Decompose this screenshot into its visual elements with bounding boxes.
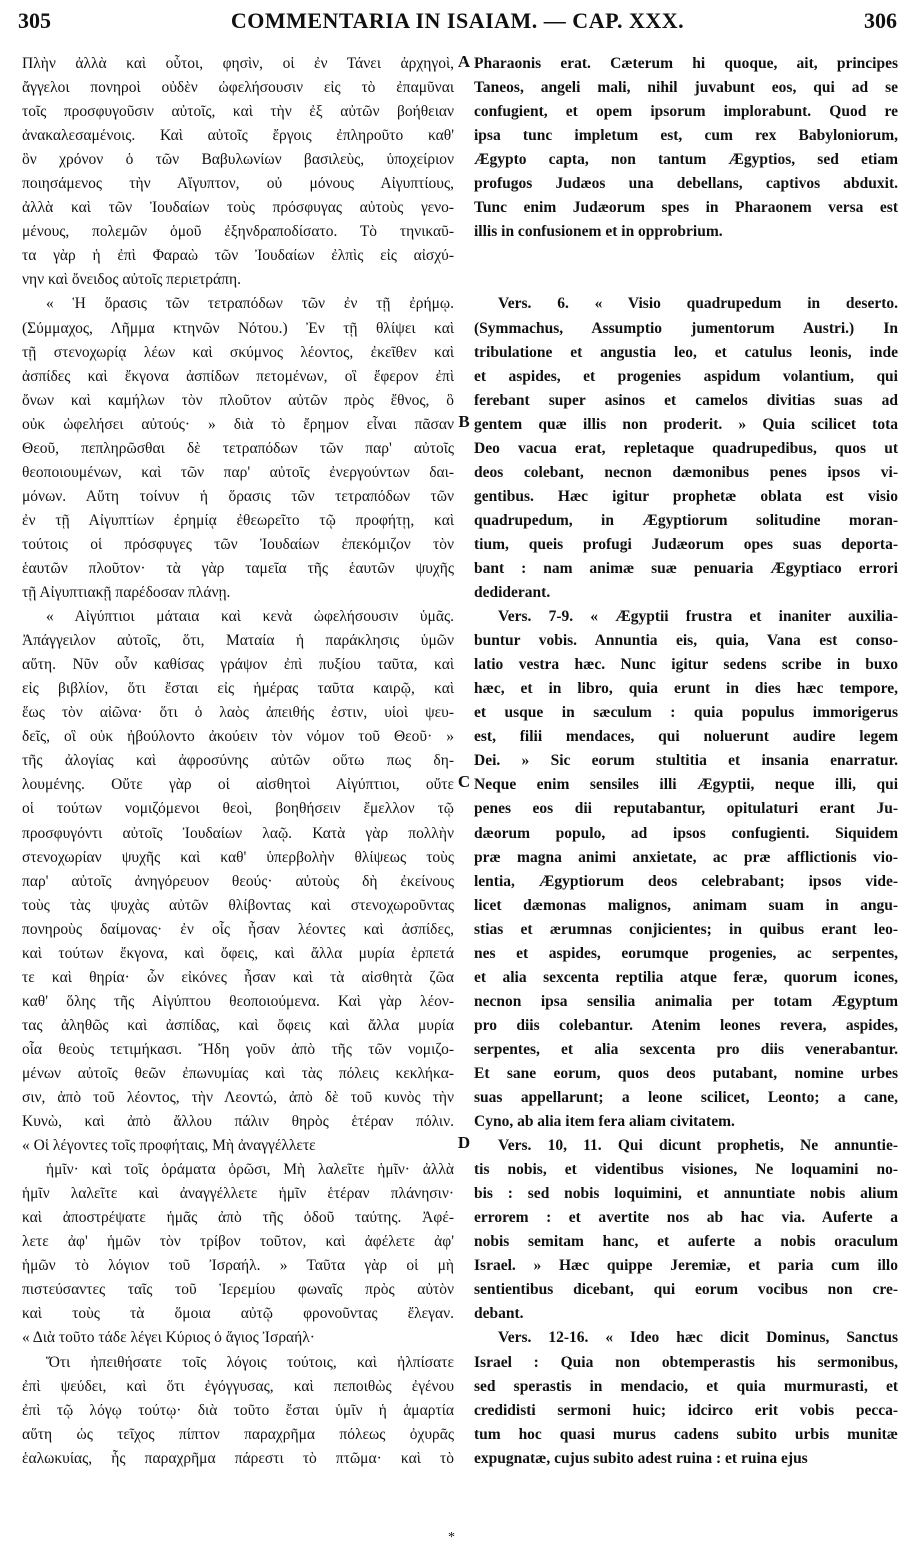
margin-marker-b: B [458, 412, 470, 431]
text-line: Ἀπάγγειλον αὐτοῖς, ὅτι, Ματαία ἡ παράκλησις ὑμῶν [22, 632, 454, 650]
text-line: (Σύμμαχος, Λῆμμα κτηνῶν Νότου.) Ἐν τῇ θλίψει καὶ [22, 319, 454, 337]
text-line: πιστεύσαντες ταῖς τοῦ Ἱερεμίου φωναῖς πρὸς αὐτὸν [22, 1281, 454, 1299]
text-line: præ magna animi anxietate, ac præ afflictionis vio- [474, 848, 898, 866]
text-line: ἡμῶν τὸ λόγιον τοῦ Ἰσραήλ. » Ταῦτα γὰρ οἱ μὴ [22, 1257, 454, 1275]
text-line: θεοποιουμένων, καὶ τῶν παρ' αὐτοῖς ἐνεργούντων δαι- [22, 463, 454, 481]
page-number-left: 305 [18, 8, 51, 33]
text-line: δεῖς, οἳ οὐκ ἠβούλοντο ἀκούειν τὸν νόμον τοῦ Θεοῦ· » [22, 728, 454, 746]
text-line: et alia sexcenta reptilia atque feræ, quorum icones, [474, 968, 898, 986]
text-line: ἡμῖν· καὶ τοῖς ὁράματα ὁρῶσι, Μὴ λαλεῖτε ἡμῖν· ἀλλὰ [46, 1161, 454, 1179]
text-line: καὶ τοὺς τὰ ὅμοια αὐτῷ φρονοῦντας ἔλεγαν. [22, 1305, 454, 1323]
text-line: lentia, Ægyptiorum deos celebrabant; ipsos vide- [474, 872, 898, 890]
text-line: Ὅτι ἠπειθήσατε τοῖς λόγοις τούτοις, καὶ ἠλπίσατε [46, 1353, 454, 1371]
text-line: μένους, πολεμῶν ὁμοῦ ἐξηνδραποδίσατο. Τὸ τηνικαῦ- [22, 223, 454, 241]
running-title: COMMENTARIA IN ISAIAM. — CAP. XXX. [230, 8, 685, 33]
text-line: tribulatione et angustia leo, et catulus leonis, inde [474, 343, 898, 361]
text-line: Θεοῦ, πεπληρῶσθαι δὲ τετραπόδων τῶν παρ' αὐτοῖς [22, 439, 454, 457]
text-line: nobis semitam hanc, et auferte a nobis oraculum [474, 1233, 898, 1251]
text-line: ἐπὶ ψεύδει, καὶ ὅτι ἐγόγγυσας, καὶ πεποιθὼς ἐγένου [22, 1377, 454, 1395]
text-line: ἐπὶ τῷ λόγῳ τούτῳ· διὰ τοῦτο ἔσται ὑμῖν ἡ ἁμαρτία [22, 1401, 454, 1419]
text-line: καθ' ὅλης τῆς Αἰγύπτου θεοποιούμενα. Καὶ γὰρ λέον- [22, 992, 454, 1010]
text-line: ipsa tunc impletum est, cum rex Babyloniorum, [474, 127, 898, 145]
text-line: Vers. 7-9. « Ægyptii frustra et inaniter auxilia- [498, 608, 898, 626]
text-line: debant. [474, 1305, 524, 1323]
text-line: μόνων. Αὕτη τοίνυν ἡ ὅρασις τῶν τετραπόδων τῶν [22, 487, 454, 505]
page-header [18, 8, 897, 42]
greek-column [22, 52, 454, 1471]
text-line: τῇ Αἰγυπτιακῇ παρέδοσαν πλάνῃ. [22, 584, 231, 602]
text-line: τῆς ἀλογίας καὶ ἀφροσύνης αὐτῶν οὕτω πως δη- [22, 752, 454, 770]
text-line: τοῖς προσφυγοῦσιν αὐτοῖς, καὶ τὴν ἐξ αὐτῶν βοήθειαν [22, 103, 454, 121]
text-line: hæc, et in libro, quia erunt in dies hæc tempore, [474, 680, 898, 698]
text-line: ἀνακαλεσαμένοις. Καὶ αὐτοῖς ἔργοις ἐπληροῦτο καθ' [22, 127, 454, 145]
margin-marker-d: D [457, 1133, 471, 1152]
text-line: « Ἡ ὅρασις τῶν τετραπόδων τῶν ἐν τῇ ἐρήμῳ. [46, 295, 454, 313]
text-line: Israel : Quia non obtemperastis his sermonibus, [474, 1353, 898, 1371]
text-line: αὕτη. Νῦν οὖν καθίσας γράψον ἐπὶ πυξίου ταῦτα, καὶ [22, 656, 454, 674]
text-line: Cyno, ab alia item fera aliam civitatem. [474, 1113, 735, 1131]
text-line: Vers. 12-16. « Ideo hæc dicit Dominus, Sanctus [498, 1329, 898, 1347]
text-line: ferebant super asinos et camelos divitias suas ad [474, 391, 898, 409]
text-line: οὐκ ὠφελήσει αὐτούς· » διὰ τὸ ἔρημον εἶναι πᾶσαν [22, 415, 454, 433]
page-number-right: 306 [864, 8, 897, 33]
text-line: et usque in sæculum : quia populus immorigerus [474, 704, 898, 722]
blank-line [474, 244, 898, 268]
text-line: expugnatæ, cujus subito adest ruina : et ruina ejus [474, 1449, 808, 1467]
text-line: dæorum populo, ad ipsos confugienti. Siquidem [474, 824, 898, 842]
text-line: bis : sed nobis loquimini, et annuntiate nobis alium [474, 1185, 898, 1203]
text-line: λουμένης. Οὔτε γὰρ οἱ αἰσθητοὶ Αἰγύπτιοι, οὔτε [22, 776, 454, 794]
footer-mark: * [448, 1530, 455, 1545]
text-line: Pharaonis erat. Cæterum hi quoque, ait, principes [474, 55, 898, 72]
text-line: suas appellarunt; a leone scilicet, Leonto; a cane, [474, 1089, 898, 1107]
text-line: Deo vacua erat, repletaque quadrupedibus, quos ut [474, 439, 898, 457]
text-line: Vers. 10, 11. Qui dicunt prophetis, Ne annuntie- [498, 1137, 898, 1155]
text-line: tis nobis, et videntibus visiones, Ne loquamini no- [474, 1161, 898, 1179]
text-line: sed sperastis in mendacio, et quia murmurasti, et [474, 1377, 898, 1395]
text-line: « Διὰ τοῦτο τάδε λέγει Κύριος ὁ ἅγιος Ἰσραήλ· [22, 1329, 315, 1347]
text-line: Et sane eorum, quos deos putabant, nomine urbes [474, 1064, 898, 1082]
text-line: καὶ τούτων ἔκγονα, καὶ ὄφεις, καὶ ἄλλα μυρία ἑρπετά [22, 944, 454, 962]
text-line: Ægypto capta, non tantum Ægyptios, sed etiam [474, 151, 898, 169]
text-line: τούτοις οἱ πρόσφυγες τῶν Ἰουδαίων ἐπεκόμιζον τὸν [22, 535, 454, 553]
text-line: ἀλλὰ καὶ τῶν Ἰουδαίων τοὺς πρόσφυγας αὐτοὺς γενο- [22, 199, 454, 217]
text-line: σιν, ἀπὸ τοῦ λέοντος, τὴν Λεοντώ, ἀπὸ δὲ τοῦ κυνὸς τὴν [22, 1089, 454, 1107]
text-line: « Αἰγύπτιοι μάταια καὶ κενὰ ὠφελήσουσιν ὑμᾶς. [46, 608, 454, 626]
text-line: credidisti sermoni huic; idcirco erit vobis pecca- [474, 1401, 898, 1419]
text-line: necnon ipsa sensilia animalia per totam Ægyptum [474, 992, 898, 1010]
text-line: τοὺς τὰς ψυχὰς αὐτῶν θλίβοντας καὶ στενοχωροῦντας [22, 896, 454, 914]
text-line: buntur vobis. Annuntia eis, quia, Vana est conso- [474, 632, 898, 650]
text-line: ἑαυτῶν πλοῦτον· τὰ γὰρ ταμεῖα τῆς ἑαυτῶν ψυχῆς [22, 559, 454, 577]
text-line: deos colebant, necnon dæmonibus penes ipsos vi- [474, 463, 898, 481]
text-line: τα γὰρ ἡ ἐπὶ Φαραὼ τῶν Ἰουδαίων ἐλπὶς εἰς αἰσχύ- [22, 247, 454, 265]
text-line: καὶ ἀποστρέψατε ἡμᾶς ἀπὸ τῆς ὁδοῦ ταύτης. Ἀφέ- [22, 1209, 454, 1227]
text-line: sentientibus dicebant, qui eorum vocibus non cre- [474, 1281, 898, 1299]
text-line: μένων αὐτοῖς θεῶν ἐπωνυμίας καὶ τὰς πόλεις κεκλήκα- [22, 1064, 454, 1082]
text-line: est, filii mendaces, qui noluerunt audire legem [474, 728, 898, 746]
text-line: gentibus. Hæc igitur prophetæ oblata est visio [474, 487, 898, 505]
text-line: Israel. » Hæc quippe Jeremiæ, et paria cum illo [474, 1257, 898, 1275]
text-line: pro diis colebantur. Atenim leones revera, aspides, [474, 1016, 898, 1034]
latin-column [474, 52, 898, 1471]
text-line: οἱ τούτων νομιζόμενοι θεοὶ, βοηθήσειν ἔμελλον τῷ [22, 800, 454, 818]
text-line: λετε ἀφ' ἡμῶν τὸν τρίβον τοῦτον, καὶ ἀφέλετε ἀφ' [22, 1233, 454, 1251]
text-line: stias et ærumnas conjicientes; in quibus erant leo- [474, 920, 898, 938]
text-line: ὄνων καὶ καμήλων τὸν πλοῦτον αὐτῶν πρὸς ἔθνος, ὃ [22, 391, 454, 409]
text-line: profugos Judæos una debellans, captivos abduxit. [474, 175, 898, 193]
text-line: παρ' αὐτοῖς ἀνηγόρευον θεούς· αὐτοὺς δὴ ἐκείνους [22, 872, 454, 890]
text-line: penes eos dii reputabantur, opitulaturi erant Ju- [474, 800, 898, 818]
text-line: nes et aspides, eorumque progenies, ac serpentes, [474, 944, 898, 962]
text-line: errorem : et avertite nos ab hac via. Auferte a [474, 1209, 898, 1227]
text-line: licet dæmonas malignos, animam suam in angu- [474, 896, 898, 914]
text-line: προσφυγόντι αὐτοῖς Ἰουδαίων λαῷ. Κατὰ γὰρ πολλὴν [22, 824, 454, 842]
text-line: ἑαλωκυίας, ἧς παραχρῆμα πάρεστι τὸ πτῶμα· καὶ τὸ [22, 1449, 454, 1467]
text-line: τε καὶ θηρία· ὧν εἰκόνες ἦσαν καὶ τὰ αἰσθητὰ ζῶα [22, 968, 454, 986]
text-line: τας ἀληθῶς καὶ ἀσπίδας, καὶ ὄφεις καὶ ἄλλα μυρία [22, 1016, 454, 1034]
text-line: οἷα θεοὺς τετιμήκασι. Ἤδη γοῦν ἀπὸ τῆς τῶν νομιζο- [22, 1040, 454, 1058]
margin-marker-a: A [457, 52, 471, 71]
text-line: ἕως τὸν αἰῶνα· ὅτι ὁ λαὸς ἀπειθής ἐστιν, υἱοὶ ψευ- [22, 704, 454, 722]
text-line: dediderant. [474, 584, 551, 602]
text-line: gentem quæ illis non proderit. » Quia scilicet tota [474, 415, 898, 433]
text-line: ἐν τῇ Αἰγυπτίων ἐρημίᾳ ἐθεωρεῖτο τῷ προφήτῃ, καὶ [22, 511, 454, 529]
text-line: « Οἱ λέγοντες τοῖς προφήταις, Μὴ ἀναγγέλλετε [22, 1137, 316, 1155]
text-line: confugient, et opem ipsorum implorabunt. Quod re [474, 103, 898, 121]
text-line: Κυνὼ, καὶ ἀπὸ ἄλλου πάλιν θηρὸς ἑτέραν πόλιν. [22, 1113, 454, 1131]
text-line: Taneos, angeli mali, nihil juvabunt eos, qui ad se [474, 79, 898, 97]
text-line: στενοχωρίαν ψυχῆς καὶ καθ' ὑπερβολὴν θλίψεως τοὺς [22, 848, 454, 866]
text-line: tum hoc quasi murus cadens subito urbis munitæ [474, 1425, 898, 1443]
text-line: (Symmachus, Assumptio jumentorum Austri.) In [474, 319, 898, 337]
text-line: πονηροὺς δαίμονας· ἐν οἷς ἦσαν λέοντες καὶ ἀσπίδες, [22, 920, 454, 938]
text-line: ἀσπίδες καὶ ἔκγονα ἀσπίδων πετομένων, οἳ ἔφερον ἐπὶ [22, 367, 454, 385]
text-line: νην καὶ ὄνειδος αὐτοῖς περιετράπη. [22, 271, 241, 289]
text-line: ὃν χρόνον ὁ τῶν Βαβυλωνίων βασιλεὺς, ὑποχείριον [22, 151, 454, 169]
blank-line [474, 268, 898, 292]
text-line: Dei. » Sic eorum stultitia et insania enarratur. [474, 752, 898, 770]
text-line: serpentes, et alia sexcenta pro diis venerabantur. [474, 1040, 898, 1058]
text-line: Tunc enim Judæorum spes in Pharaonem versa est [474, 199, 898, 217]
text-line: τῇ στενοχωρίᾳ λέων καὶ σκύμνος λέοντος, ἐκεῖθεν καὶ [22, 343, 454, 361]
text-line: ἄγγελοι πονηροὶ οὐδὲν ὠφελήσουσιν εἰς τὸ ἐπαμῦναι [22, 79, 454, 97]
text-line: ἡμῖν λαλεῖτε καὶ ἀναγγέλλετε ἡμῖν ἑτέραν πλάνησιν· [22, 1185, 454, 1203]
text-line: latio vestra hæc. Nunc igitur sedens scribe in buxo [474, 656, 898, 674]
margin-marker-c: C [457, 772, 471, 791]
text-line: Neque enim sensiles illi Ægyptii, neque illi, qui [474, 776, 898, 794]
text-line: Vers. 6. « Visio quadrupedum in deserto. [498, 295, 898, 313]
text-line: et aspides, et progenies aspidum volantium, qui [474, 367, 898, 385]
text-line: αὕτη ὡς τεῖχος πίπτον παραχρῆμα πόλεως ὀχυρᾶς [22, 1425, 454, 1443]
text-line: tium, queis profugi Judæorum opes suas deporta- [474, 535, 898, 553]
text-line: illis in confusionem et in opprobrium. [474, 223, 723, 241]
text-line: ποιησάμενος τὴν Αἴγυπτον, οὐ μόνους Αἰγυπτίους, [22, 175, 454, 193]
text-line: bant : nam animæ suæ penuaria Ægyptiaco errori [474, 559, 898, 577]
text-line: Πλὴν ἀλλὰ καὶ οὗτοι, φησὶν, οἱ ἐν Τάνει ἀρχηγοὶ, [22, 55, 454, 72]
text-line: εἰς βιβλίον, ὅτι ἔσται εἰς ἡμέρας ταῦτα καιρῷ, καὶ [22, 680, 454, 698]
text-line: quadrupedum, in Ægyptiorum solitudine moran- [474, 511, 898, 529]
